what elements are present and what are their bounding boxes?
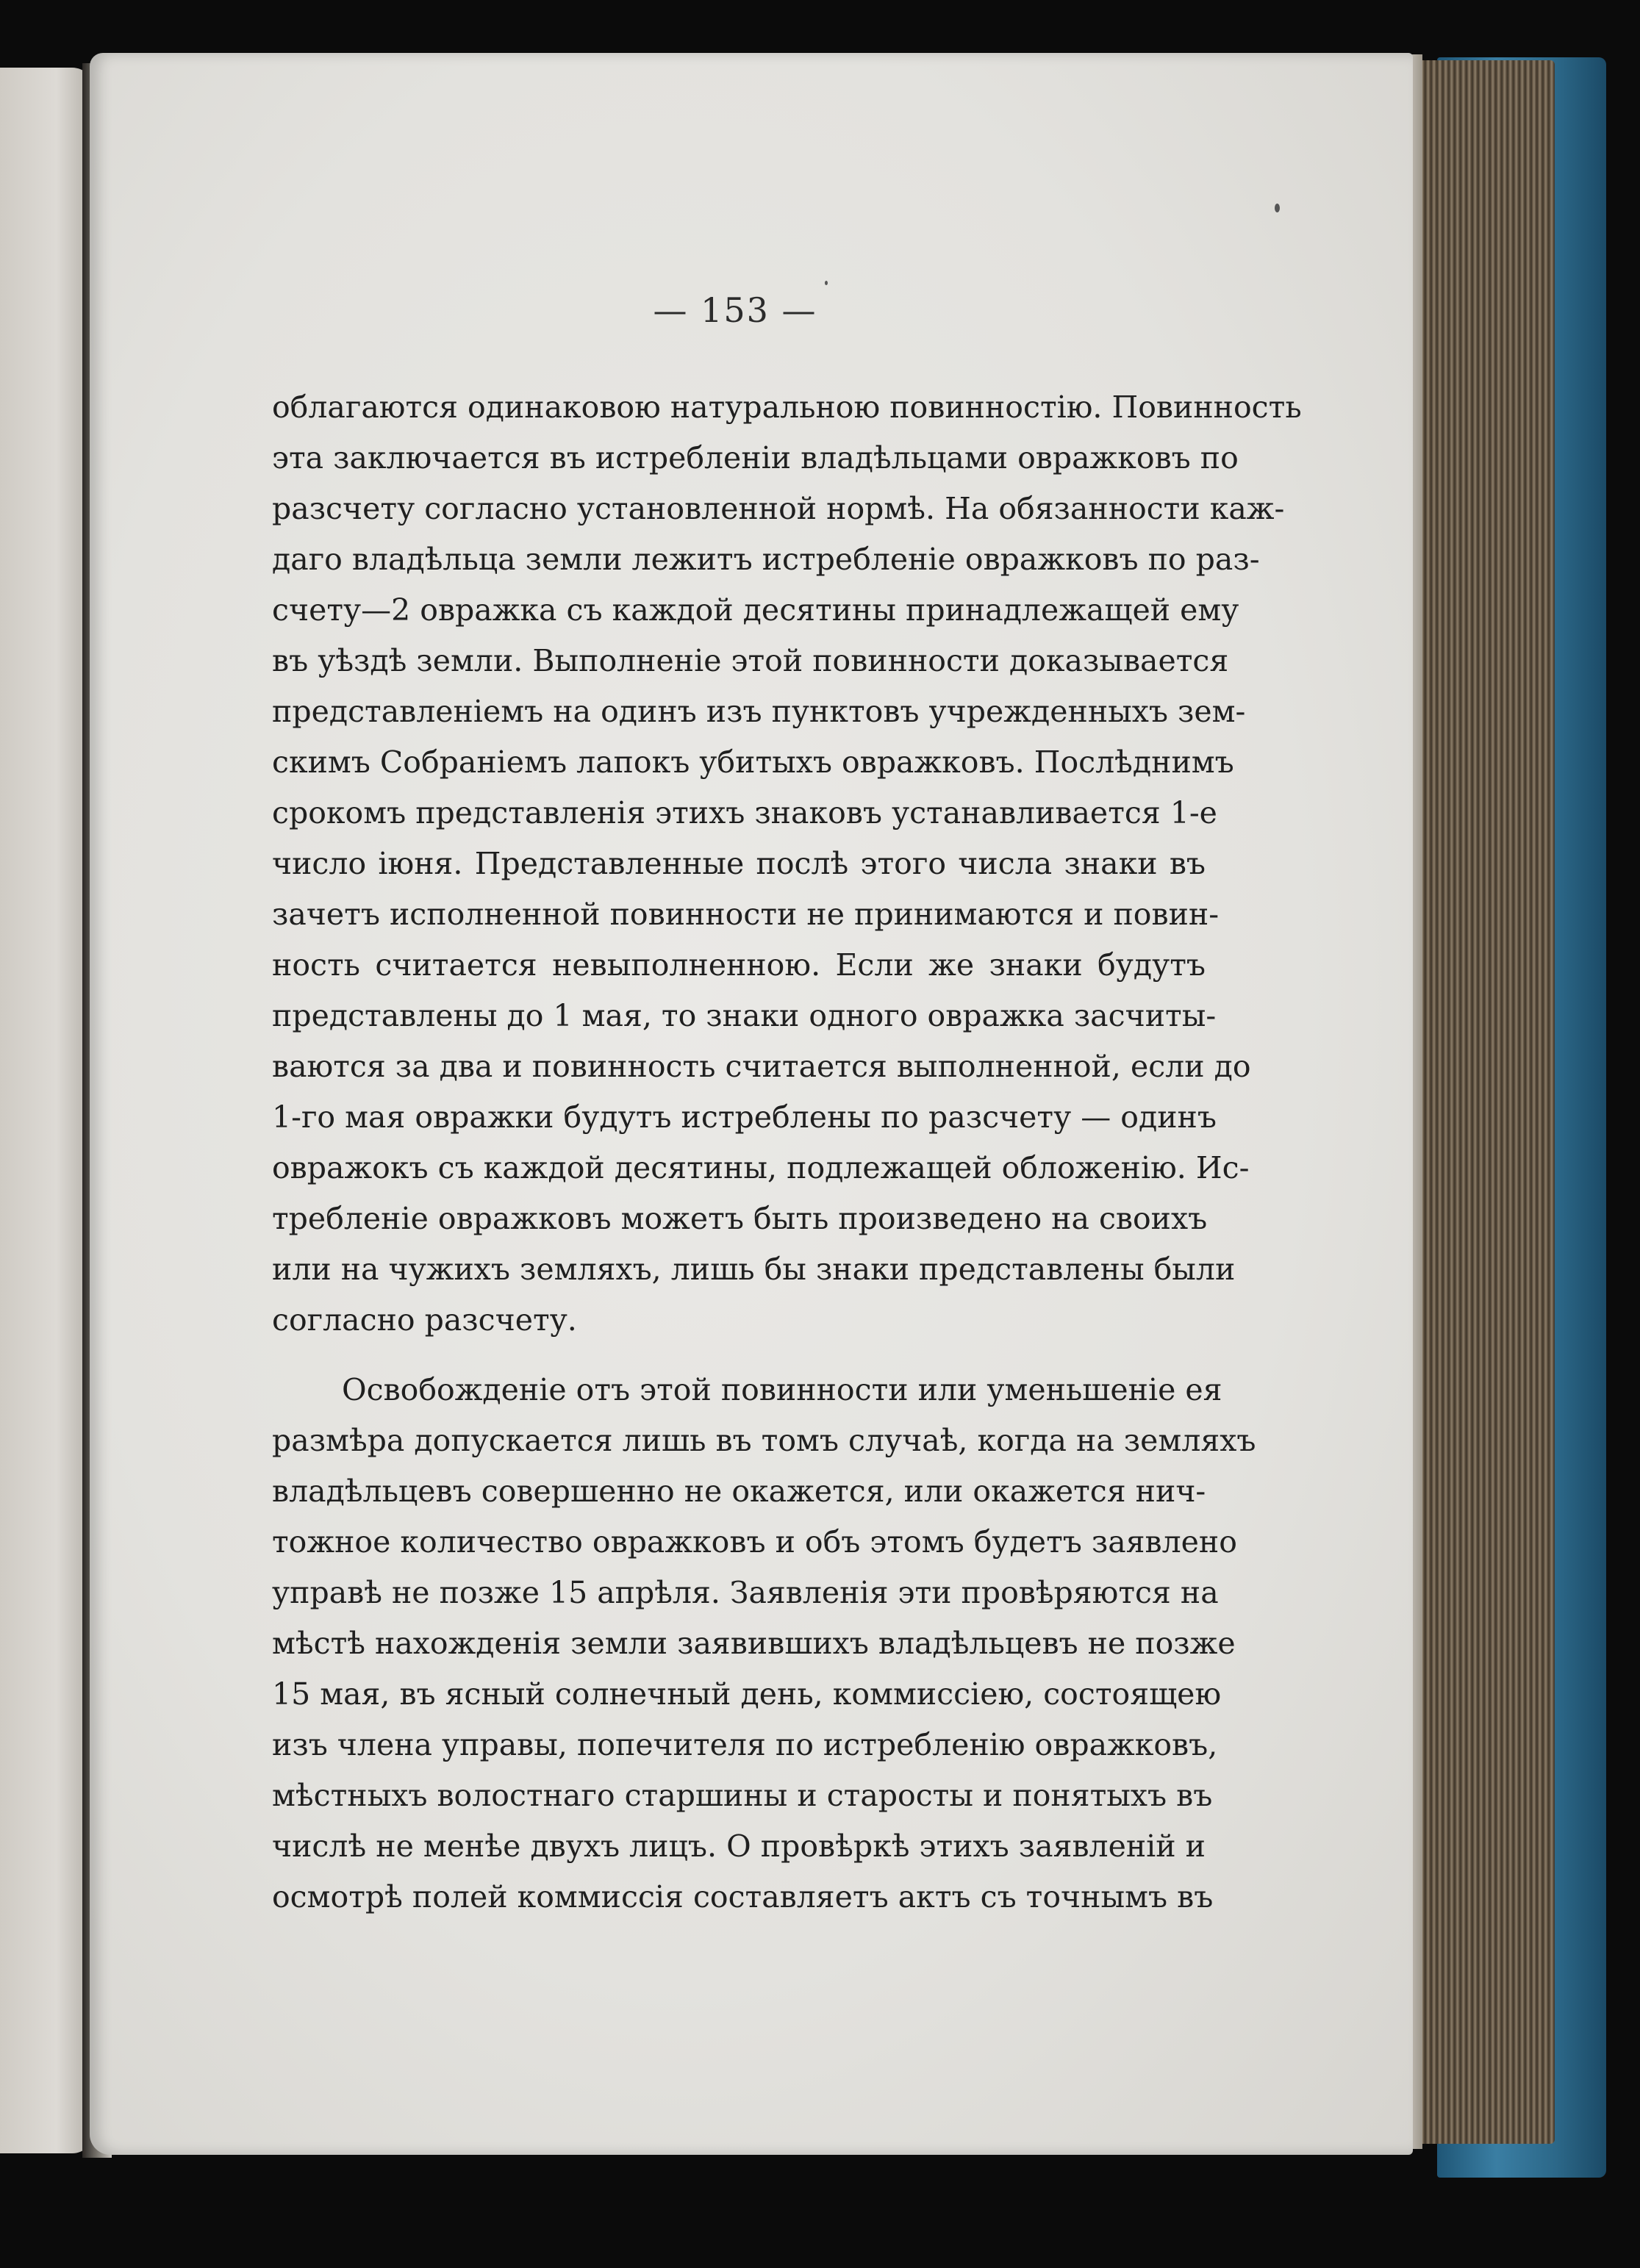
paragraph-gap (272, 1346, 1206, 1365)
text-line: число іюня. Представленные послѣ этого числа знаки въ (272, 846, 1206, 881)
text-line: осмотрѣ полей коммиссія составляетъ актъ съ точнымъ въ (272, 1879, 1214, 1914)
text-line: срокомъ представленія этихъ знаковъ устанавливается 1-е (272, 795, 1217, 830)
text-line: тожное количество овражковъ и объ этомъ будетъ заявлено (272, 1524, 1237, 1560)
text-line: изъ члена управы, попечителя по истребленію овражковъ, (272, 1727, 1218, 1762)
text-line: требленіе овражковъ можетъ быть произведено на своихъ (272, 1201, 1208, 1236)
text-line: управѣ не позже 15 апрѣля. Заявленія эти провѣряются на (272, 1575, 1219, 1610)
text-line: мѣстныхъ волостнаго старшины и старосты и понятыхъ въ (272, 1778, 1213, 1813)
text-line: представленіемъ на одинъ изъ пунктовъ учрежденныхъ зем- (272, 694, 1246, 729)
text-line: эта заключается въ истребленіи владѣльцами овражковъ по (272, 440, 1239, 476)
text-line: овражокъ съ каждой десятины, подлежащей обложенію. Ис- (272, 1150, 1250, 1185)
text-line: размѣра допускается лишь въ томъ случаѣ, когда на земляхъ (272, 1423, 1256, 1458)
text-line: скимъ Собраніемъ лапокъ убитыхъ овражковъ. Послѣднимъ (272, 744, 1234, 780)
text-line: 15 мая, въ ясный солнечный день, коммиссіею, состоящею (272, 1676, 1222, 1712)
text-line: счету—2 овражка съ каждой десятины принадлежащей ему (272, 592, 1239, 628)
text-line: зачетъ исполненной повинности не принимаются и повин- (272, 897, 1220, 932)
paragraph (272, 1365, 1256, 1923)
text-line: 1-го мая овражки будутъ истреблены по разсчету — одинъ (272, 1099, 1217, 1135)
ink-speck (825, 281, 828, 285)
text-line: владѣльцевъ совершенно не окажется, или окажется нич- (272, 1474, 1206, 1509)
text-line: Освобожденіе отъ этой повинности или уменьшеніе ея (342, 1372, 1222, 1407)
text-line: представлены до 1 мая, то знаки одного овражка засчиты- (272, 998, 1217, 1033)
previous-page (0, 68, 94, 2153)
text-line: мѣстѣ нахожденія земли заявившихъ владѣльцевъ не позже (272, 1626, 1236, 1661)
text-line: даго владѣльца земли лежитъ истребленіе овражковъ по раз- (272, 542, 1260, 577)
text-line: въ уѣздѣ земли. Выполненіе этой повинности доказывается (272, 643, 1229, 678)
text-line: ность считается невыполненною. Если же знаки будутъ (272, 947, 1206, 983)
page-edges (1408, 60, 1555, 2144)
text-line: ваются за два и повинность считается выполненной, если до (272, 1049, 1251, 1084)
text-line: согласно разсчету. (272, 1302, 577, 1338)
text-line: разсчету согласно установленной нормѣ. На обязанности каж- (272, 491, 1285, 526)
text-line: облагаются одинаковою натуральною повинностію. Повинность (272, 390, 1302, 425)
text-line: числѣ не менѣе двухъ лицъ. О провѣркѣ этихъ заявленій и (272, 1829, 1206, 1864)
ink-speck (1275, 204, 1280, 212)
body-text (272, 382, 1302, 1923)
paragraph (272, 382, 1302, 1346)
text-line: или на чужихъ земляхъ, лишь бы знаки представлены были (272, 1252, 1236, 1287)
page-number: — 153 — (653, 290, 817, 330)
